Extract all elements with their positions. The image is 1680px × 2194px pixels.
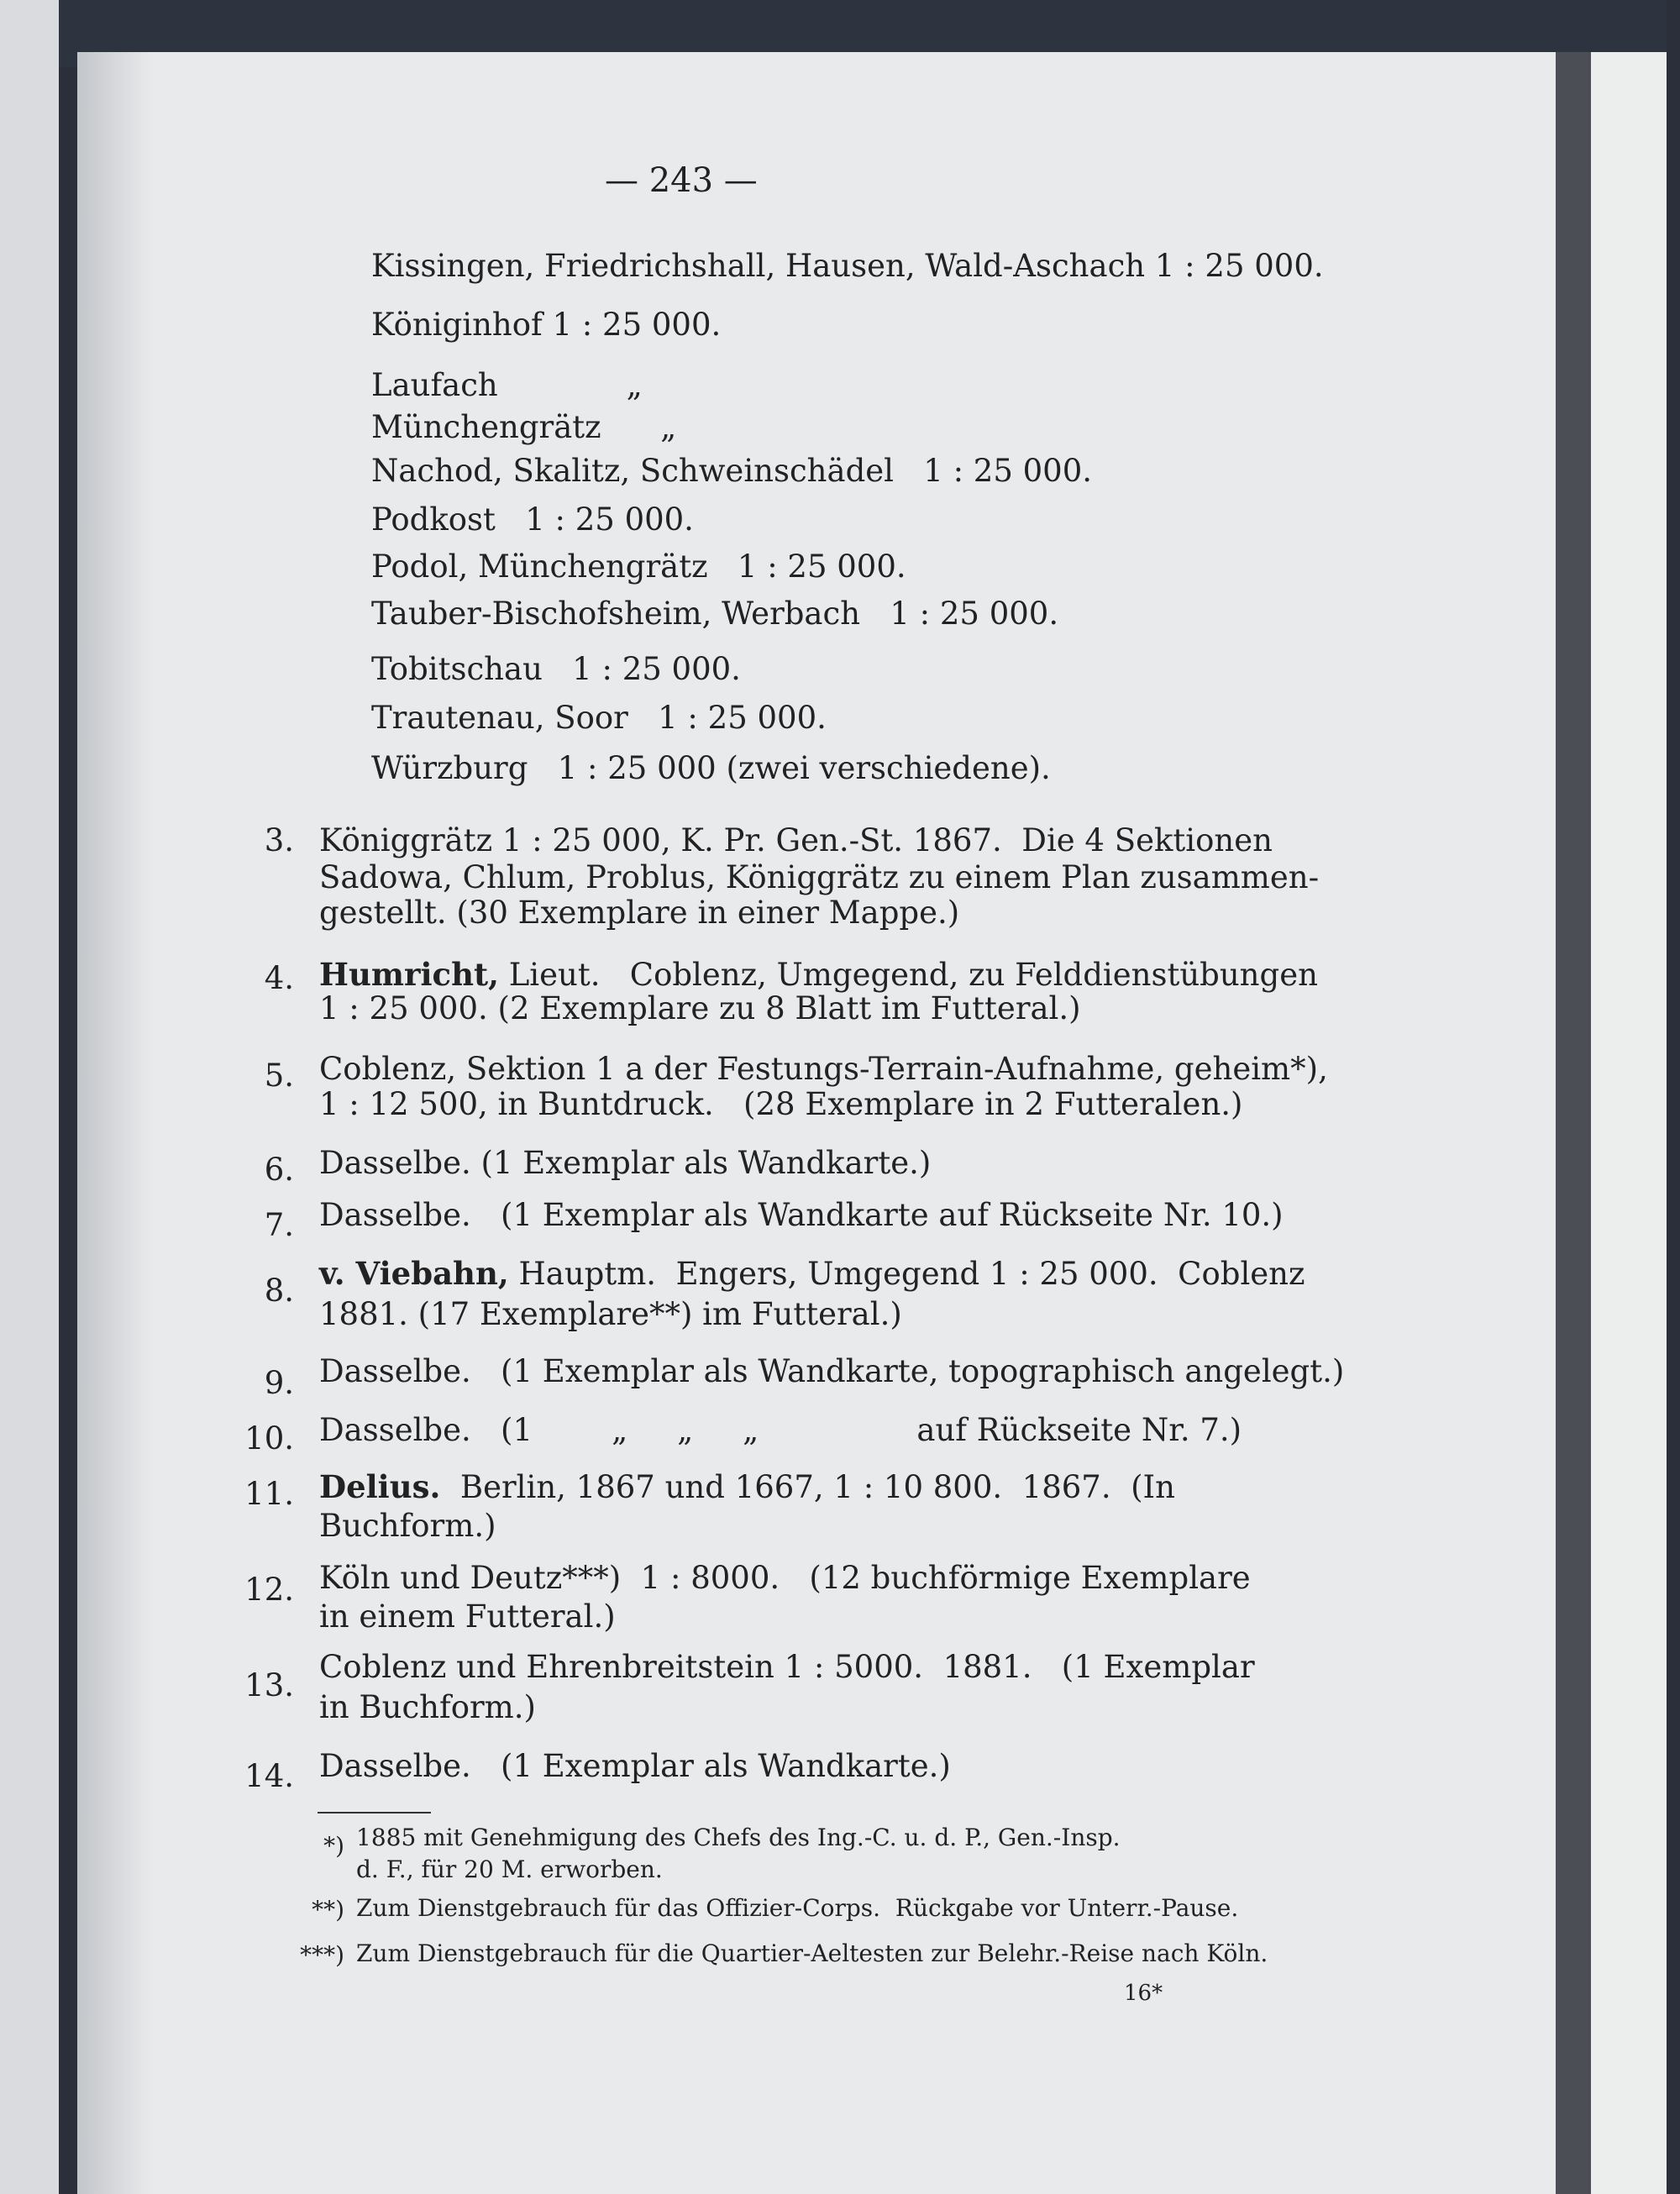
footnote-line: 1885 mit Genehmigung des Chefs des Ing.-C. u. d. P., Gen.-Insp. [356, 1824, 1121, 1851]
entry-number: 7. [264, 1207, 294, 1243]
list-line: Münchengrätz „ [371, 409, 677, 445]
entry-number: 8. [264, 1273, 294, 1309]
footnote-rule [318, 1812, 431, 1813]
page-gutter-shadow [77, 52, 153, 2194]
entry-line [319, 956, 1318, 993]
entry-line: in einem Futteral.) [319, 1598, 616, 1635]
list-line: Nachod, Skalitz, Schweinschädel 1 : 25 000. [371, 453, 1093, 489]
list-line: Trautenau, Soor 1 : 25 000. [371, 700, 827, 736]
footnote-mark: *) [323, 1832, 344, 1860]
entry-line: Köln und Deutz***) 1 : 8000. (12 buchförmige Exemplare [319, 1560, 1251, 1596]
entry-line: Coblenz und Ehrenbreitstein 1 : 5000. 1881. (1 Exemplar [319, 1649, 1255, 1685]
entry-line: 1 : 12 500, in Buntdruck. (28 Exemplare in 2 Futteralen.) [319, 1086, 1243, 1122]
entry-number: 11. [244, 1476, 294, 1512]
entry-line: 1 : 25 000. (2 Exemplare zu 8 Blatt im Futteral.) [319, 990, 1081, 1026]
entry-line: gestellt. (30 Exemplare in einer Mappe.) [319, 895, 960, 931]
entry-number: 3. [264, 822, 294, 858]
list-line: Königinhof 1 : 25 000. [371, 307, 722, 343]
entry-line: Buchform.) [319, 1508, 496, 1544]
entry-line: Sadowa, Chlum, Problus, Königgrätz zu einem Plan zusammen- [319, 859, 1320, 895]
list-line: Podkost 1 : 25 000. [371, 501, 694, 538]
entry-text: Berlin, 1867 und 1667, 1 : 10 800. 1867. (In [440, 1469, 1175, 1505]
entry-number: 5. [264, 1058, 294, 1094]
footnote-line: d. F., für 20 M. erworben. [356, 1855, 663, 1883]
entry-line [319, 1255, 1305, 1292]
entry-line: Dasselbe. (1 Exemplar als Wandkarte.) [319, 1748, 951, 1784]
entry-line: Coblenz, Sektion 1 a der Festungs-Terrain-Aufnahme, geheim*), [319, 1051, 1328, 1087]
list-line: Tauber-Bischofsheim, Werbach 1 : 25 000. [371, 596, 1059, 632]
footnote-line: Zum Dienstgebrauch für das Offizier-Corps. Rückgabe vor Unterr.-Pause. [356, 1894, 1239, 1922]
list-line: Laufach „ [371, 367, 643, 403]
list-line: Tobitschau 1 : 25 000. [371, 651, 741, 687]
entry-number: 10. [244, 1420, 294, 1457]
scanner-left-strip [0, 0, 59, 2194]
entry-line: in Buchform.) [319, 1689, 536, 1725]
page-stack-edge [1591, 52, 1667, 2194]
list-line: Würzburg 1 : 25 000 (zwei verschiedene). [371, 750, 1051, 786]
page-right-edge-band [1556, 52, 1591, 2194]
entry-line: Königgrätz 1 : 25 000, K. Pr. Gen.-St. 1867. Die 4 Sektionen [319, 822, 1273, 858]
footnote-mark: **) [312, 1896, 344, 1924]
entry-text: Lieut. Coblenz, Umgegend, zu Felddienstübungen [498, 957, 1318, 993]
signature-mark: 16* [1124, 1981, 1163, 2006]
entry-number: 9. [264, 1365, 294, 1401]
entry-line: Dasselbe. (1 Exemplar als Wandkarte, topographisch angelegt.) [319, 1353, 1345, 1389]
author-name: Humricht, [319, 956, 499, 993]
entry-line: 1881. (17 Exemplare**) im Futteral.) [319, 1296, 902, 1332]
footnote-mark: ***) [300, 1941, 344, 1969]
scanner-right-strip [1667, 0, 1680, 2194]
entry-line: Dasselbe. (1 Exemplar als Wandkarte.) [319, 1145, 932, 1181]
entry-text: Hauptm. Engers, Umgegend 1 : 25 000. Coblenz [508, 1256, 1305, 1292]
list-line: Podol, Münchengrätz 1 : 25 000. [371, 548, 906, 585]
list-line: Kissingen, Friedrichshall, Hausen, Wald-Aschach 1 : 25 000. [371, 248, 1324, 284]
entry-line: Dasselbe. (1 Exemplar als Wandkarte auf Rückseite Nr. 10.) [319, 1197, 1284, 1233]
entry-number: 6. [264, 1152, 294, 1188]
footnote-line: Zum Dienstgebrauch für die Quartier-Aeltesten zur Belehr.-Reise nach Köln. [356, 1939, 1268, 1967]
entry-line: Dasselbe. (1 „ „ „ auf Rückseite Nr. 7.) [319, 1412, 1242, 1448]
bleed-through [470, 202, 482, 239]
page-number: — 243 — [605, 161, 758, 200]
entry-number: 4. [264, 960, 294, 996]
entry-number: 13. [244, 1667, 294, 1703]
author-name: v. Viebahn, [319, 1255, 509, 1292]
author-name: Delius. [319, 1468, 441, 1505]
entry-line [319, 1468, 1175, 1505]
entry-number: 14. [244, 1758, 294, 1794]
entry-number: 12. [244, 1572, 294, 1608]
